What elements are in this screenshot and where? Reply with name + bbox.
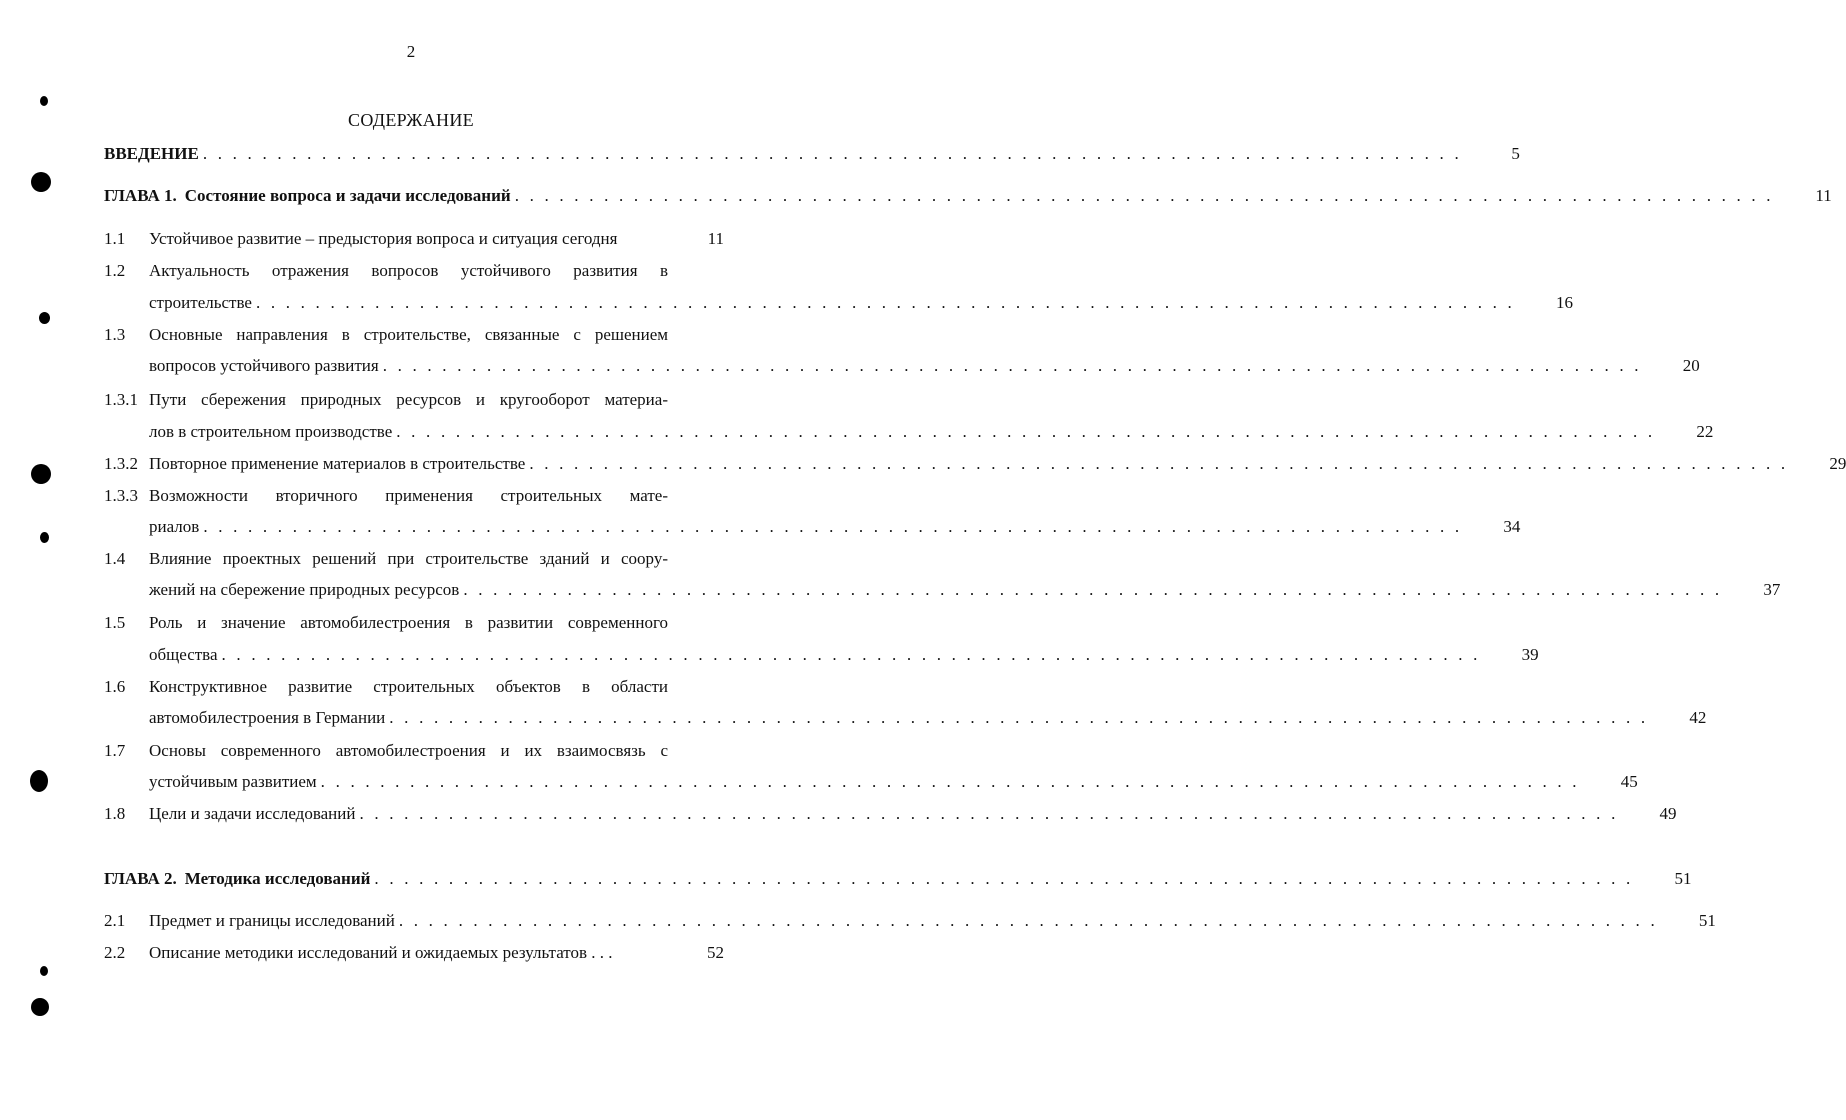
section-number: 1.3.1 xyxy=(104,390,138,409)
binding-mark xyxy=(30,770,48,792)
toc-entry-1-6 xyxy=(104,676,724,698)
entry-title: Методика исследований xyxy=(184,869,371,888)
toc-entry-1-5 xyxy=(104,612,724,634)
toc-entry-introduction xyxy=(104,143,1520,165)
binding-mark xyxy=(40,96,48,106)
toc-entry-1-3-1 xyxy=(104,389,724,411)
toc-entry-1-4-continued xyxy=(104,579,1781,601)
entry-title-line-2: строительстве xyxy=(149,293,252,312)
toc-entry-1-2-continued xyxy=(104,292,1574,314)
entry-title-line-1: Основные направления в строительстве, связанные с решением xyxy=(149,325,668,344)
toc-entry-1-3-3 xyxy=(104,485,724,507)
binding-mark xyxy=(40,532,49,543)
page-ref: 42 xyxy=(1689,708,1707,727)
page-ref: 20 xyxy=(1682,356,1700,375)
dot-leader: . . . . . . . . . . . . . . . . . . . . . . . . . . . . . . . . . . . . . . . . . . . . . . . . . . . . . . . . . . . . . . . . . . . . . . . . . . . . . . . . . . . . . xyxy=(514,186,1774,205)
section-number: 1.5 xyxy=(104,613,126,632)
page-ref: 29 xyxy=(1829,454,1846,473)
page-ref: 39 xyxy=(1521,645,1539,664)
binding-mark xyxy=(39,312,50,324)
chapter-label: ГЛАВА 2. xyxy=(104,869,177,888)
entry-title-line-2: риалов xyxy=(149,517,200,536)
toc-entry-chapter-1 xyxy=(104,185,1832,207)
dot-leader: . . . . . . . . . . . . . . . . . . . . . . . . . . . . . . . . . . . . . . . . . . . . . . . . . . . . . . . . . . . . . . . . . . . . . . . . . . . . . . . . . . . . . xyxy=(202,144,1462,163)
section-number: 1.6 xyxy=(104,677,126,696)
toc-entry-1-2 xyxy=(104,260,724,282)
entry-title: Состояние вопроса и задачи исследований xyxy=(184,186,511,205)
toc-entry-1-3-2 xyxy=(104,453,1846,475)
entry-title: Предмет и границы исследований xyxy=(149,911,395,930)
toc-entry-1-3-continued xyxy=(104,355,1700,377)
page-ref: 5 xyxy=(1511,144,1520,163)
page-ref: 37 xyxy=(1763,580,1781,599)
section-number: 2.2 xyxy=(104,943,126,962)
page-ref: 16 xyxy=(1556,293,1574,312)
entry-title-line-1: Основы современного автомобилестроения и их взаимосвязь с xyxy=(149,741,668,760)
dot-leader: . . . . . . . . . . . . . . . . . . . . . . . . . . . . . . . . . . . . . . . . . . . . . . . . . . . . . . . . . . . . . . . . . . . . . . . . . . . . . . . . . . . . . xyxy=(203,517,1463,536)
page-number: 2 xyxy=(406,42,416,61)
binding-mark xyxy=(31,464,51,484)
page-ref: 51 xyxy=(1674,869,1692,888)
entry-title: ВВЕДЕНИЕ xyxy=(104,144,199,163)
entry-title-line-1: Актуальность отражения вопросов устойчивого развития в xyxy=(149,261,668,280)
dot-leader: . . . . . . . . . . . . . . . . . . . . . . . . . . . . . . . . . . . . . . . . . . . . . . . . . . . . . . . . . . . . . . . . . . . . . . . . . . . . . . . . . . . . . xyxy=(255,293,1516,312)
toc-entry-1-5-continued xyxy=(104,644,1539,666)
toc-entry-2-1 xyxy=(104,910,1716,932)
toc-entry-1-7-continued xyxy=(104,771,1638,793)
entry-title-line-1: Роль и значение автомобилестроения в развитии современного xyxy=(149,613,668,632)
page-ref: 51 xyxy=(1698,911,1716,930)
dot-leader: . . . . . . . . . . . . . . . . . . . . . . . . . . . . . . . . . . . . . . . . . . . . . . . . . . . . . . . . . . . . . . . . . . . . . . . . . . . . . . . . . . . . . xyxy=(529,454,1789,473)
entry-title: Описание методики исследований и ожидаемых результатов . . . xyxy=(149,943,613,962)
section-number: 1.3.3 xyxy=(104,486,138,505)
chapter-label: ГЛАВА 1. xyxy=(104,186,177,205)
dot-leader: . . . . . . . . . . . . . . . . . . . . . . . . . . . . . . . . . . . . . . . . . . . . . . . . . . . . . . . . . . . . . . . . . . . . . . . . . . . . . . . . . . . . . xyxy=(359,804,1619,823)
toc-entry-1-1 xyxy=(104,228,724,250)
dot-leader: . . . . . . . . . . . . . . . . . . . . . . . . . . . . . . . . . . . . . . . . . . . . . . . . . . . . . . . . . . . . . . . . . . . . . . . . . . . . . . . . . . . . . xyxy=(463,580,1723,599)
section-number: 1.3 xyxy=(104,325,126,344)
section-number: 1.7 xyxy=(104,741,126,760)
page-ref: 49 xyxy=(1659,804,1677,823)
entry-title: Цели и задачи исследований xyxy=(149,804,356,823)
binding-mark xyxy=(31,172,51,192)
section-number: 1.3.2 xyxy=(104,454,138,473)
entry-title-line-1: Возможности вторичного применения строительных мате- xyxy=(149,486,668,505)
section-number: 1.4 xyxy=(104,549,126,568)
dot-leader: . . . . . . . . . . . . . . . . . . . . . . . . . . . . . . . . . . . . . . . . . . . . . . . . . . . . . . . . . . . . . . . . . . . . . . . . . . . . . . . . . . . . . xyxy=(398,911,1658,930)
toc-entry-1-3-3-continued xyxy=(104,516,1521,538)
page-ref: 22 xyxy=(1696,422,1714,441)
entry-title-line-1: Пути сбережения природных ресурсов и кругооборот материа- xyxy=(149,390,668,409)
toc-entry-1-6-continued xyxy=(104,707,1707,729)
section-number: 1.1 xyxy=(104,229,126,248)
binding-mark xyxy=(31,998,49,1016)
toc-entry-1-8 xyxy=(104,803,1677,825)
toc-entry-chapter-2 xyxy=(104,868,1692,890)
entry-title-line-2: лов в строительном производстве xyxy=(149,422,393,441)
dot-leader: . . . . . . . . . . . . . . . . . . . . . . . . . . . . . . . . . . . . . . . . . . . . . . . . . . . . . . . . . . . . . . . . . . . . . . . . . . . . . . . . . . . . . xyxy=(396,422,1656,441)
page-ref: 34 xyxy=(1503,517,1521,536)
entry-title-line-1: Влияние проектных решений при строительстве зданий и соору- xyxy=(149,549,668,568)
page-ref: 52 xyxy=(707,943,724,962)
page-ref: 11 xyxy=(707,229,724,248)
dot-leader: . . . . . . . . . . . . . . . . . . . . . . . . . . . . . . . . . . . . . . . . . . . . . . . . . . . . . . . . . . . . . . . . . . . . . . . . . . . . . . . . . . . . . xyxy=(389,708,1649,727)
toc-entry-1-4 xyxy=(104,548,724,570)
entry-title-line-2: жений на сбережение природных ресурсов xyxy=(149,580,460,599)
entry-title-line-2: устойчивым развитием xyxy=(149,772,317,791)
toc-entry-1-3-1-continued xyxy=(104,421,1714,443)
toc-entry-1-7 xyxy=(104,740,724,762)
dot-leader: . . . . . . . . . . . . . . . . . . . . . . . . . . . . . . . . . . . . . . . . . . . . . . . . . . . . . . . . . . . . . . . . . . . . . . . . . . . . . . . . . . . . . xyxy=(382,356,1642,375)
dot-leader: . . . . . . . . . . . . . . . . . . . . . . . . . . . . . . . . . . . . . . . . . . . . . . . . . . . . . . . . . . . . . . . . . . . . . . . . . . . . . . . . . . . . . xyxy=(374,869,1634,888)
toc-entry-1-3 xyxy=(104,324,724,346)
toc-title: СОДЕРЖАНИЕ xyxy=(348,110,474,130)
page-ref: 11 xyxy=(1815,186,1832,205)
entry-title-line-2: автомобилестроения в Германии xyxy=(149,708,386,727)
dot-leader: . . . . . . . . . . . . . . . . . . . . . . . . . . . . . . . . . . . . . . . . . . . . . . . . . . . . . . . . . . . . . . . . . . . . . . . . . . . . . . . . . . . . . xyxy=(320,772,1580,791)
entry-title-line-2: вопросов устойчивого развития xyxy=(149,356,379,375)
section-number: 1.2 xyxy=(104,261,126,280)
entry-title: Повторное применение материалов в строительстве xyxy=(149,454,526,473)
entry-title-line-1: Конструктивное развитие строительных объектов в области xyxy=(149,677,668,696)
entry-title-line-2: общества xyxy=(149,645,218,664)
entry-title: Устойчивое развитие – предыстория вопроса и ситуация сегодня xyxy=(149,229,618,248)
page-ref: 45 xyxy=(1620,772,1638,791)
section-number: 2.1 xyxy=(104,911,126,930)
dot-leader: . . . . . . . . . . . . . . . . . . . . . . . . . . . . . . . . . . . . . . . . . . . . . . . . . . . . . . . . . . . . . . . . . . . . . . . . . . . . . . . . . . . . . xyxy=(221,645,1481,664)
binding-mark xyxy=(40,966,48,976)
section-number: 1.8 xyxy=(104,804,126,823)
toc-entry-2-2 xyxy=(104,942,724,964)
